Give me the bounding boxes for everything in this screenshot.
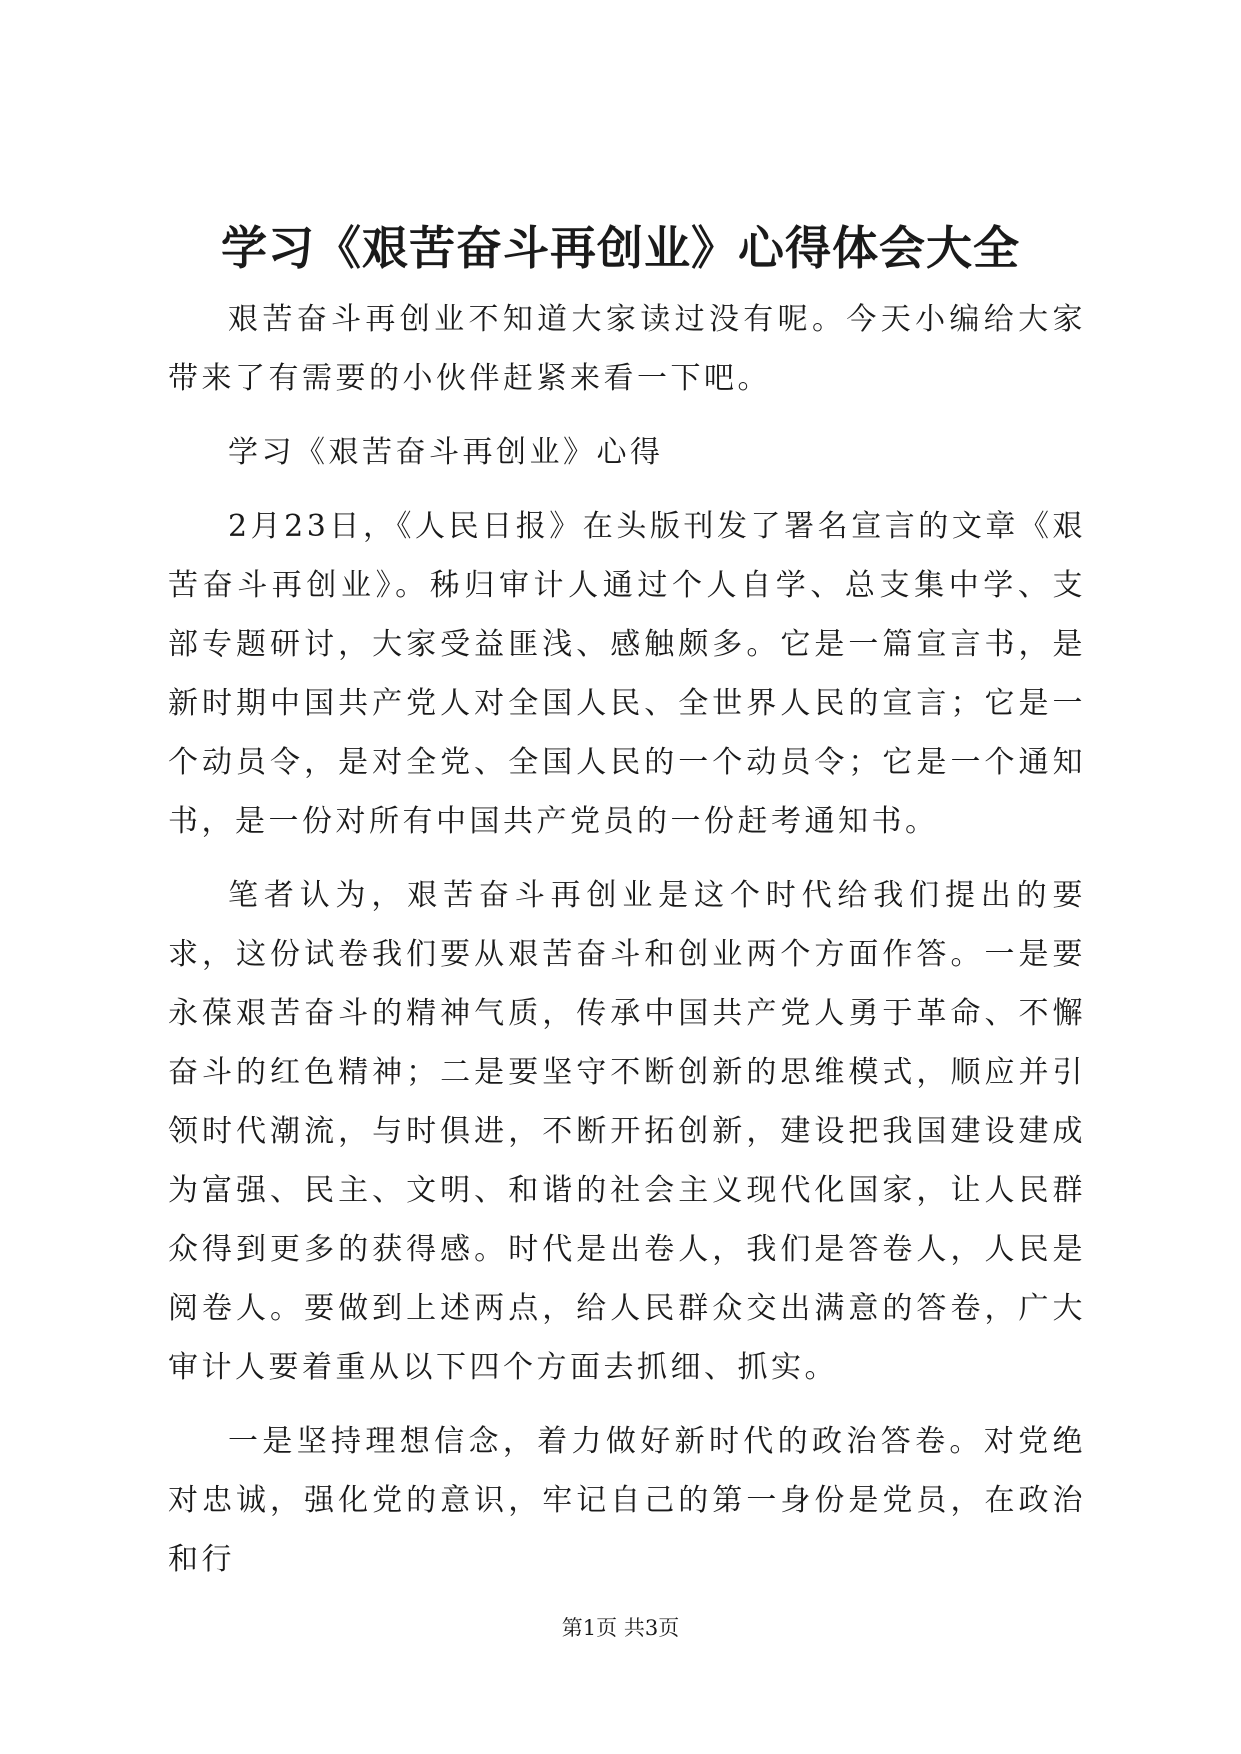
paragraph-intro: 艰苦奋斗再创业不知道大家读过没有呢。今天小编给大家带来了有需要的小伙伴赶紧来看一下吧。 xyxy=(168,302,1086,396)
document-body xyxy=(168,290,1086,1604)
paragraph-news: 2月23日，《人民日报》在头版刊发了署名宣言的文章《艰苦奋斗再创业》。秭归审计人通过个人自学、总支集中学、支部专题研讨，大家受益匪浅、感触颇多。它是一篇宣言书，是新时期中国共产党人对全国人民、全世界人民的宣言；它是一个动员令，是对全党、全国人民的一个动员令；它是一个通知书，是一份对所有中国共产党员的一份赶考通知书。 xyxy=(168,509,1086,839)
paragraph-point-one: 一是坚持理想信念，着力做好新时代的政治答卷。对党绝对忠诚，强化党的意识，牢记自己的第一身份是党员，在政治和行 xyxy=(168,1424,1086,1577)
paragraph-subheading: 学习《艰苦奋斗再创业》心得 xyxy=(228,435,664,470)
document-title: 学习《艰苦奋斗再创业》心得体会大全 xyxy=(221,221,1020,275)
page-number-footer: 第1页 共3页 xyxy=(561,1616,680,1640)
paragraph-opinion: 笔者认为，艰苦奋斗再创业是这个时代给我们提出的要求，这份试卷我们要从艰苦奋斗和创业两个方面作答。一是要永葆艰苦奋斗的精神气质，传承中国共产党人勇于革命、不懈奋斗的红色精神；二是要坚守不断创新的思维模式，顺应并引领时代潮流，与时俱进，不断开拓创新，建设把我国建设建成为富强、民主、文明、和谐的社会主义现代化国家，让人民群众得到更多的获得感。时代是出卷人，我们是答卷人，人民是阅卷人。要做到上述两点，给人民群众交出满意的答卷，广大审计人要着重从以下四个方面去抓细、抓实。 xyxy=(168,878,1086,1385)
